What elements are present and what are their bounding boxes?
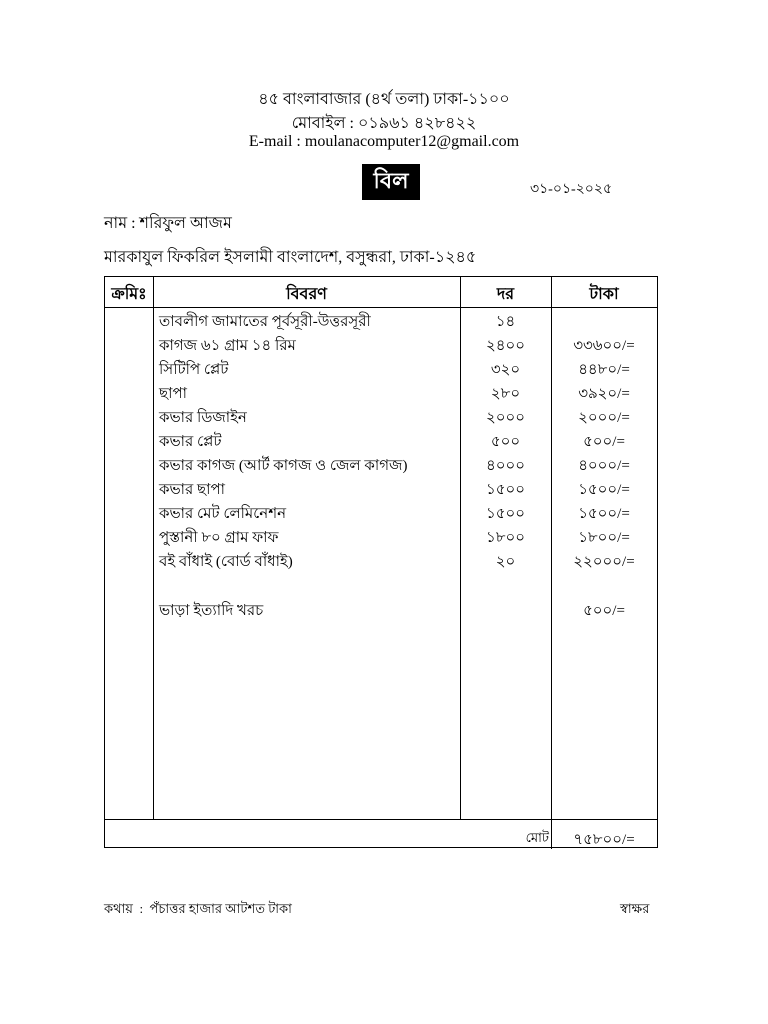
mobile-number: মোবাইল : ০১৯৬১ ৪২৮৪২২ <box>291 115 477 132</box>
row-rate: ২০০০ <box>485 410 525 426</box>
row-description: কভার মেট লেমিনেশন <box>159 506 287 522</box>
table-row <box>105 358 657 382</box>
row-description: কভার ছাপা <box>159 482 225 498</box>
row-rate: ২০ <box>495 554 516 570</box>
header-description: বিবরণ <box>286 286 327 303</box>
total-amount: ৭৫৮০০/= <box>573 832 635 848</box>
table-row <box>105 382 657 406</box>
row-description: সিটিপি প্লেট <box>159 362 229 378</box>
header-rate: দর <box>496 286 515 303</box>
row-amount: ১৫০০/= <box>578 482 630 498</box>
row-amount: ১৮০০/= <box>578 530 630 546</box>
signature-label: স্বাক্ষর <box>620 901 650 916</box>
table-row <box>105 406 657 430</box>
bill-date: ৩১-০১-২০২৫ <box>530 182 613 197</box>
header-serial: ক্রমিঃ <box>111 286 147 303</box>
table-row-extra <box>105 599 657 623</box>
row-description: ছাপা <box>159 386 187 402</box>
email-address: E-mail : moulanacomputer12@gmail.com <box>248 133 520 150</box>
row-description: বই বাঁধাই (বোর্ড বাঁধাই) <box>159 554 293 570</box>
table-row <box>105 550 657 574</box>
row-amount: ৫০০/= <box>583 603 625 619</box>
table-row <box>105 454 657 478</box>
row-description: তাবলীগ জামাতের পূর্বসূরী-উত্তরসূরী <box>159 314 371 330</box>
table-row <box>105 502 657 526</box>
row-rate: ৪০০০ <box>486 458 525 474</box>
row-rate: ১৪ <box>495 314 516 330</box>
row-rate: ৫০০ <box>490 434 521 450</box>
bill-title: বিল <box>362 164 420 200</box>
row-description: কাগজ ৬১ গ্রাম ১৪ রিম <box>159 338 296 354</box>
row-amount: ৫০০/= <box>583 434 625 450</box>
table-row <box>105 334 657 358</box>
row-amount: ৩৯২০/= <box>578 386 630 402</box>
table-row <box>105 478 657 502</box>
total-label: মোট <box>525 830 549 845</box>
row-description: ভাড়া ইত্যাদি খরচ <box>159 603 264 619</box>
row-rate: ১৮০০ <box>486 530 525 546</box>
row-rate: ২৮০ <box>490 386 521 402</box>
row-description: পুস্তানী ৮০ গ্রাম ফাফ <box>159 530 279 546</box>
row-amount: ২২০০০/= <box>573 554 635 570</box>
shop-address: ৪৫ বাংলাবাজার (৪র্থ তলা) ঢাকা-১১০০ <box>258 91 510 108</box>
row-rate: ১৫০০ <box>486 506 525 522</box>
row-description: কভার প্লেট <box>159 434 222 450</box>
amount-in-words: কথায় : পঁচাত্তর হাজার আটশত টাকা <box>104 901 292 916</box>
row-amount: ৪০০০/= <box>578 458 630 474</box>
table-row <box>105 430 657 454</box>
table-row <box>105 310 657 334</box>
table-row <box>105 526 657 550</box>
total-divider <box>105 819 657 820</box>
row-rate: ৩২০ <box>490 362 521 378</box>
row-amount: ৩৩৬০০/= <box>573 338 635 354</box>
row-rate: ২৪০০ <box>486 338 525 354</box>
bill-table <box>104 276 658 848</box>
row-description: কভার কাগজ (আর্ট কাগজ ও জেল কাগজ) <box>159 458 408 474</box>
row-rate: ১৫০০ <box>486 482 525 498</box>
row-amount: ২০০০/= <box>578 410 630 426</box>
customer-organization: মারকাযুল ফিকরিল ইসলামী বাংলাদেশ, বসুন্ধরা, ঢাকা-১২৪৫ <box>104 249 477 266</box>
row-amount: ৪৪৮০/= <box>578 362 630 378</box>
header-amount: টাকা <box>589 286 619 303</box>
row-description: কভার ডিজাইন <box>159 410 247 426</box>
row-amount: ১৫০০/= <box>578 506 630 522</box>
customer-name: নাম : শরিফুল আজম <box>104 215 232 232</box>
